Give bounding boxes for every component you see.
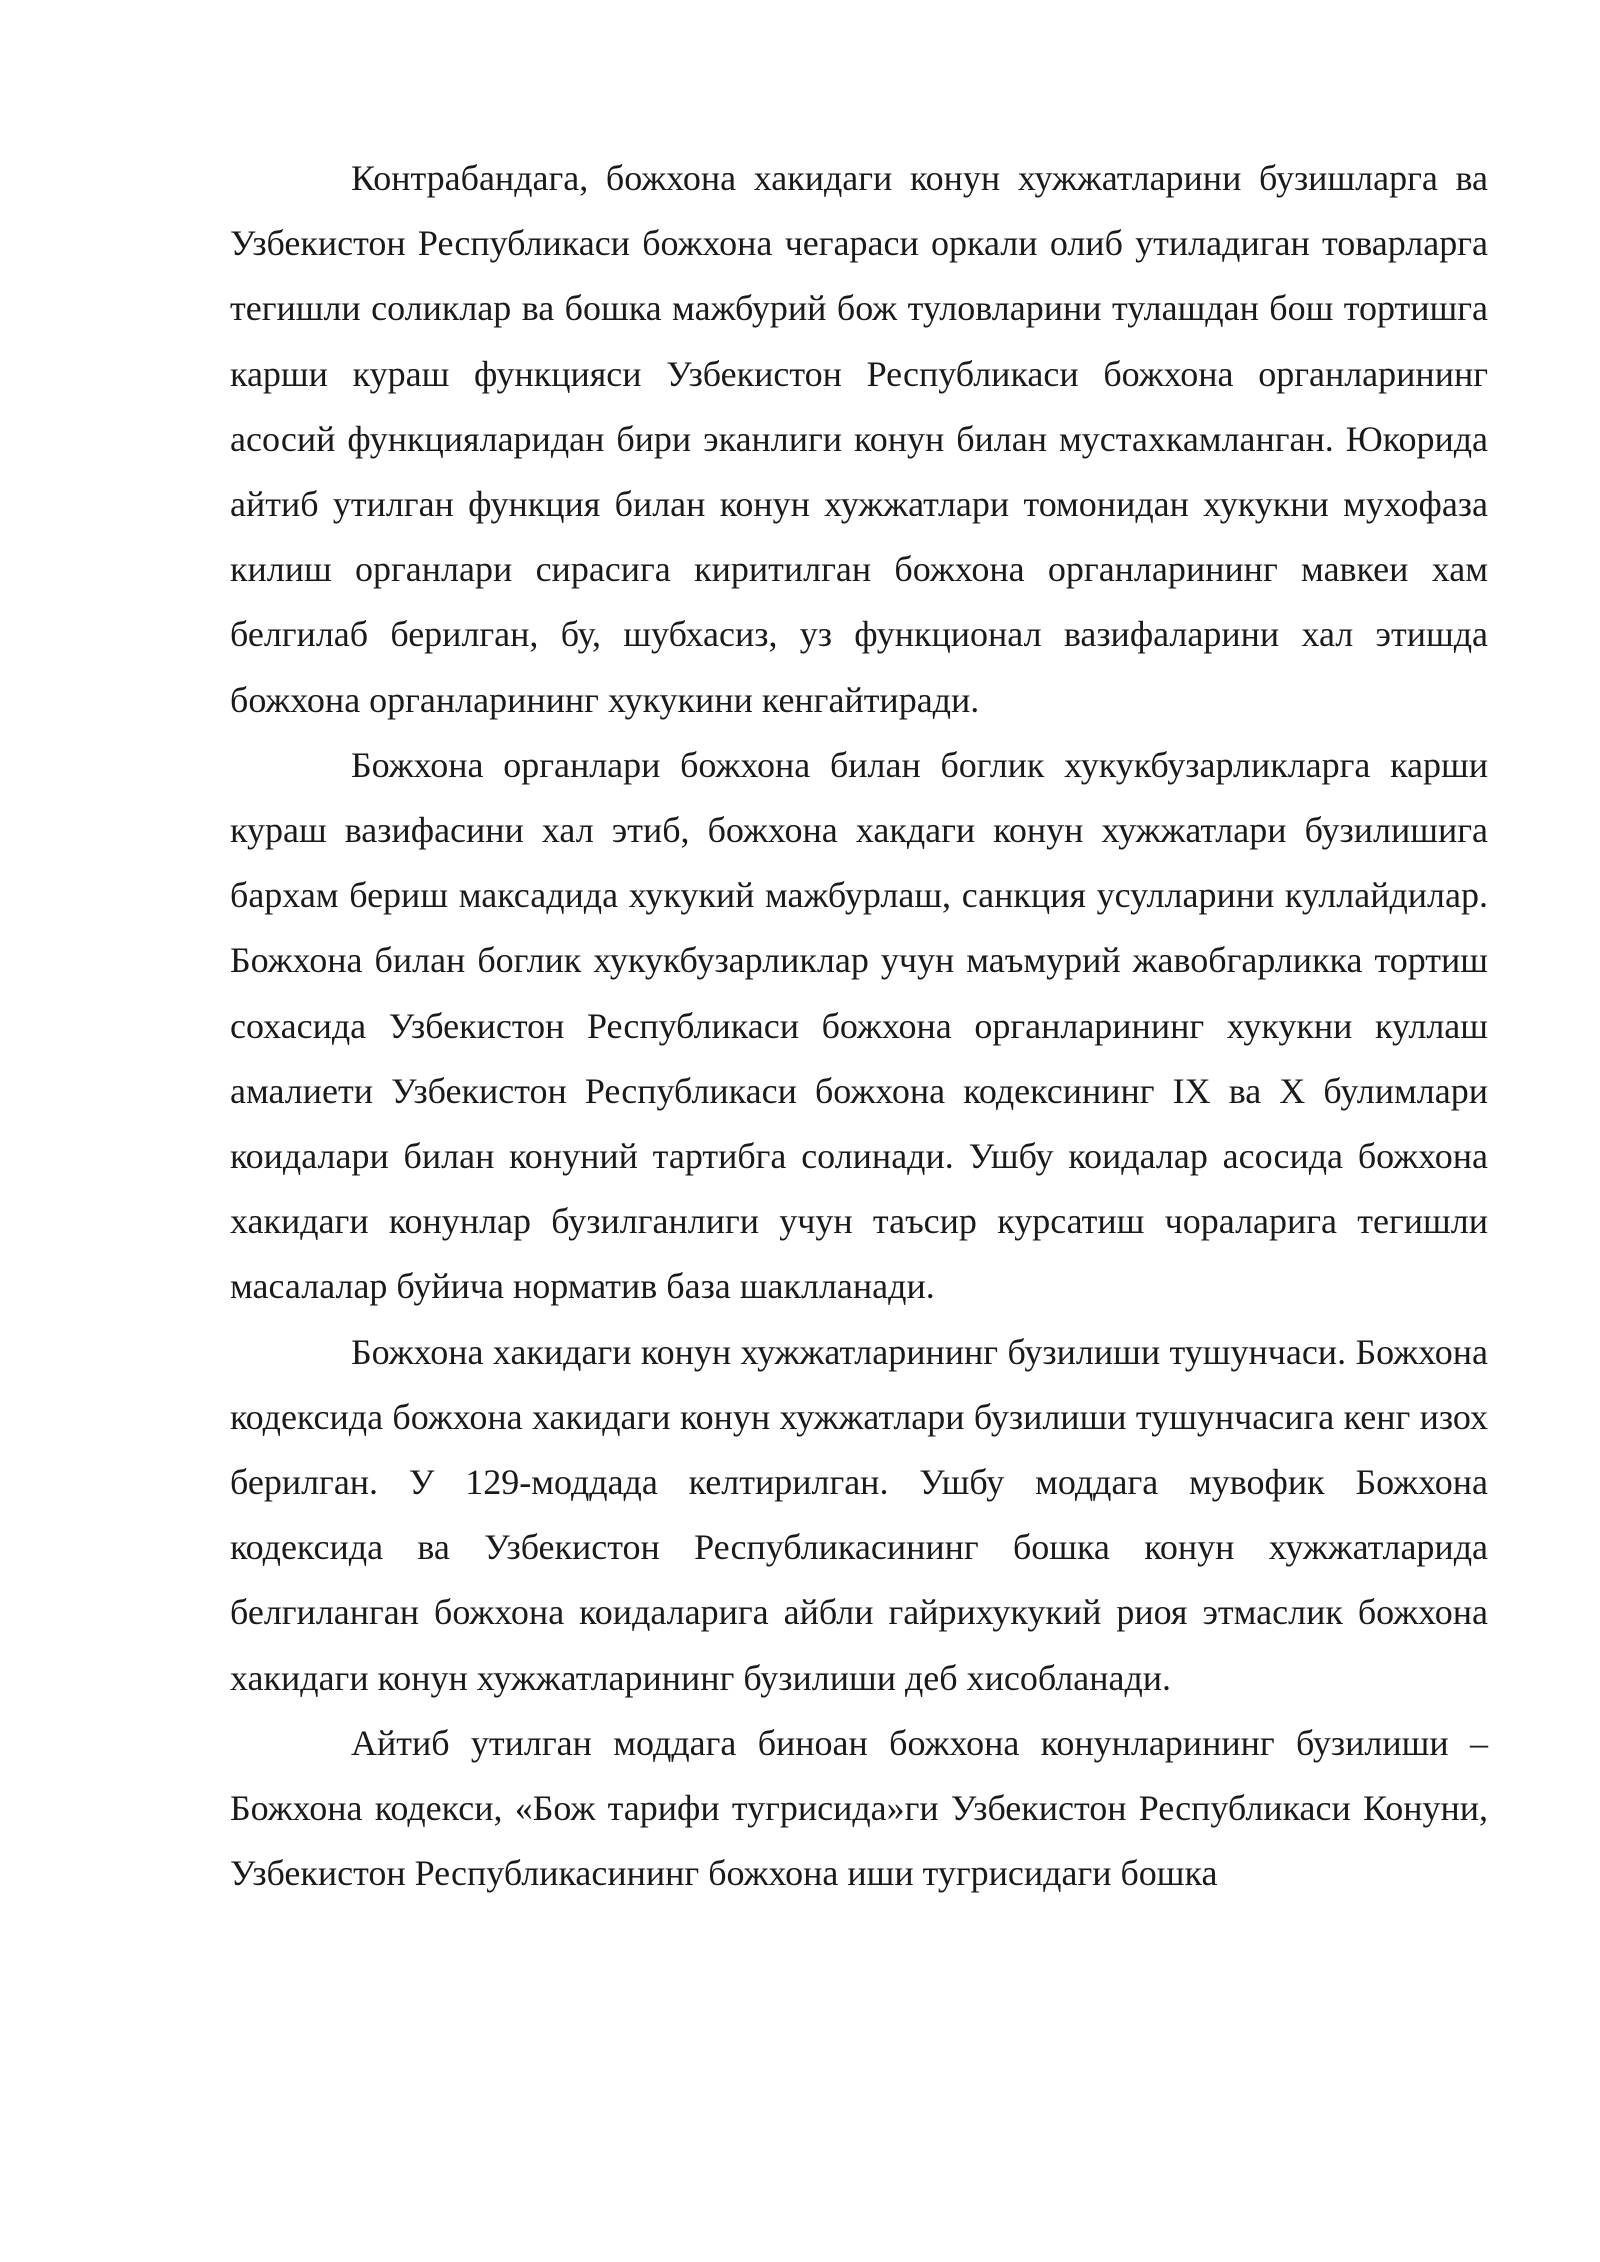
paragraph-2: Божхона органлари божхона билан боглик хукукбузарликларга карши кураш вазифасини хал этиб, божхона хакдаги конун хужжатлари бузилишига бархам бериш максадида хукукий мажбурлаш, санкция усулларини куллайдилар. Божхона билан боглик хукукбузарликлар учун маъмурий жавобгарликка тортиш сохасида Узбекистон Республикаси божхона органларининг хукукни куллаш амалиети Узбекистон Республикаси божхона кодексининг IX ва X булимлари коидалари билан конуний тартибга солинади. Ушбу коидалар асосида божхона хакидаги конунлар бузилганлиги учун таъсир курсатиш чораларига тегишли масалалар буйича норматив база шаклланади. bbox=[230, 744, 1488, 1307]
paragraph-3: Божхона хакидаги конун хужжатларининг бузилиши тушунчаси. Божхона кодексида божхона хакидаги конун хужжатлари бузилиши тушунчасига кенг изох берилган. У 129-моддада келтирилган. Ушбу моддага мувофик Божхона кодексида ва Узбекистон Республикасининг бошка конун хужжатларида белгиланган божхона коидаларига айбли гайрихукукий риоя этмаслик божхона хакидаги конун хужжатларининг бузилиши деб хисобланади. bbox=[230, 1331, 1488, 1698]
paragraph-4: Айтиб утилган моддага биноан божхона конунларининг бузилиши – Божхона кодекси, «Бож тарифи тугрисида»ги Узбекистон Республикаси Конуни, Узбекистон Республикасининг божхона иши тугрисидаги бошка bbox=[230, 1722, 1488, 1894]
paragraph-1: Контрабандага, божхона хакидаги конун хужжатларини бузишларга ва Узбекистон Республикаси божхона чегараси оркали олиб утиладиган товарларга тегишли соликлар ва бошка мажбурий бож туловларини тулашдан бош тортишга карши кураш функцияси Узбекистон Республикаси божхона органларининг асосий функцияларидан бири эканлиги конун билан мустахкамланган. Юкорида айтиб утилган функция билан конун хужжатлари томонидан хукукни мухофаза килиш органлари сирасига киритилган божхона органларининг мавкеи хам белгилаб берилган, бу, шубхасиз, уз функционал вазифаларини хал этишда божхона органларининг хукукини кенгайтиради. bbox=[230, 158, 1488, 720]
document-body bbox=[230, 146, 1488, 1906]
